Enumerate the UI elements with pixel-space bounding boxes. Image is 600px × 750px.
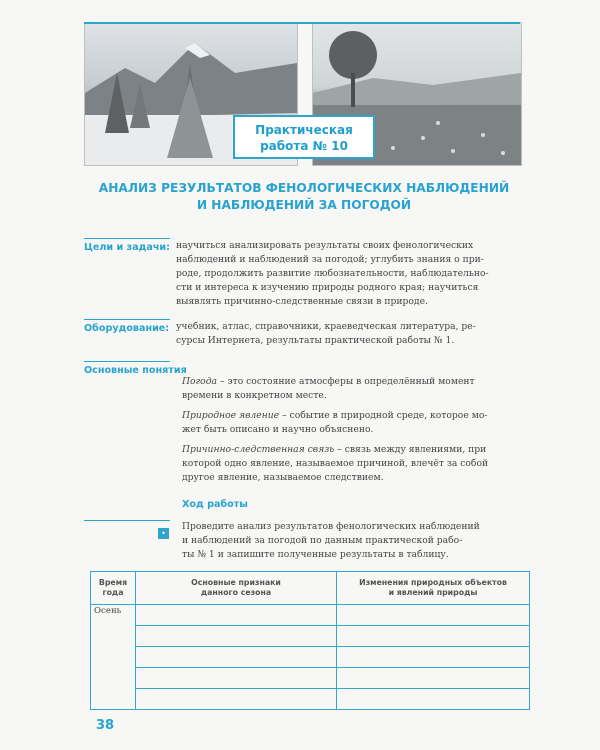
table-row [91,668,530,689]
header-season: Время года [91,572,136,605]
concept-term: Природное явление [182,410,280,421]
observation-table [90,571,530,710]
equipment-line: сурсы Интернета, результаты практической работы № 1. [176,335,455,346]
practical-work-badge [233,115,375,159]
concept-definition: времени в конкретном месте. [182,390,327,401]
badge-line-1: Практическая [255,123,353,137]
concept-definition: которой одно явление, называемое причиной, влечёт за собой [182,458,489,469]
table-row [91,605,530,626]
goals-label: Цели и задачи: [84,242,170,253]
task-line: Проведите анализ результатов фенологических наблюдений [182,521,480,532]
table-row [91,689,530,710]
badge-line-2: работа № 10 [260,139,348,153]
equipment-line: учебник, атлас, справочники, краеведческая литература, ре- [176,321,476,332]
concepts-list [182,375,526,485]
concepts-rule [84,361,170,362]
signs-cell[interactable] [136,668,337,689]
season-cell: Осень [91,605,136,710]
table-row [91,626,530,647]
header-signs: Основные признаки данного сезона [136,572,337,605]
work-rule [84,520,170,521]
goals-line: научиться анализировать результаты своих фенологических [176,240,474,251]
changes-cell[interactable] [337,605,530,626]
concept-definition: – это состояние атмосферы в определённый момент [219,376,475,387]
changes-cell[interactable] [337,668,530,689]
changes-cell[interactable] [337,647,530,668]
page-title [84,180,524,214]
task-marker: • [158,528,169,539]
photo-frame-accent [84,22,520,24]
signs-cell[interactable] [136,605,337,626]
work-label: Ход работы [182,499,248,510]
goals-text [176,239,526,309]
concept-term: Погода [182,376,218,387]
concept-definition: – связь между явлениями, при [337,444,487,455]
task-line: ты № 1 и запишите полученные результаты в таблицу. [182,549,449,560]
goals-line: выявлять причинно-следственные связи в природе. [176,296,428,307]
table-row [91,647,530,668]
title-line-1: АНАЛИЗ РЕЗУЛЬТАТОВ ФЕНОЛОГИЧЕСКИХ НАБЛЮДЕНИЙ [98,181,510,195]
equipment-label: Оборудование: [84,323,170,334]
header-changes: Изменения природных объектов и явлений природы [337,572,530,605]
task-line: и наблюдений за погодой по данным практической рабо- [182,535,463,546]
concept-definition: – событие в природной среде, которое мо- [282,410,488,421]
goals-rule [84,238,170,239]
goals-line: роде, продолжить развитие любознательности, наблюдательно- [176,268,489,279]
changes-cell[interactable] [337,689,530,710]
goals-line: наблюдений и наблюдений за погодой; углубить знания о при- [176,254,484,265]
concept-definition: жет быть описано и научно объяснено. [182,424,374,435]
signs-cell[interactable] [136,647,337,668]
concepts-label: Основные понятия [84,365,187,376]
title-line-2: И НАБЛЮДЕНИЙ ЗА ПОГОДОЙ [196,198,412,212]
page-number: 38 [96,718,115,733]
task-text [182,520,526,562]
changes-cell[interactable] [337,626,530,647]
concept-natural-phenomenon [182,409,526,437]
concept-weather [182,375,526,403]
equipment-rule [84,319,170,320]
concept-cause-effect [182,443,526,485]
concept-definition: другое явление, называемое следствием. [182,472,384,483]
goals-line: сти и интереса к изучению природы родного края; научиться [176,282,479,293]
equipment-text [176,320,526,348]
signs-cell[interactable] [136,626,337,647]
concept-term: Причинно-следственная связь [182,444,335,455]
signs-cell[interactable] [136,689,337,710]
